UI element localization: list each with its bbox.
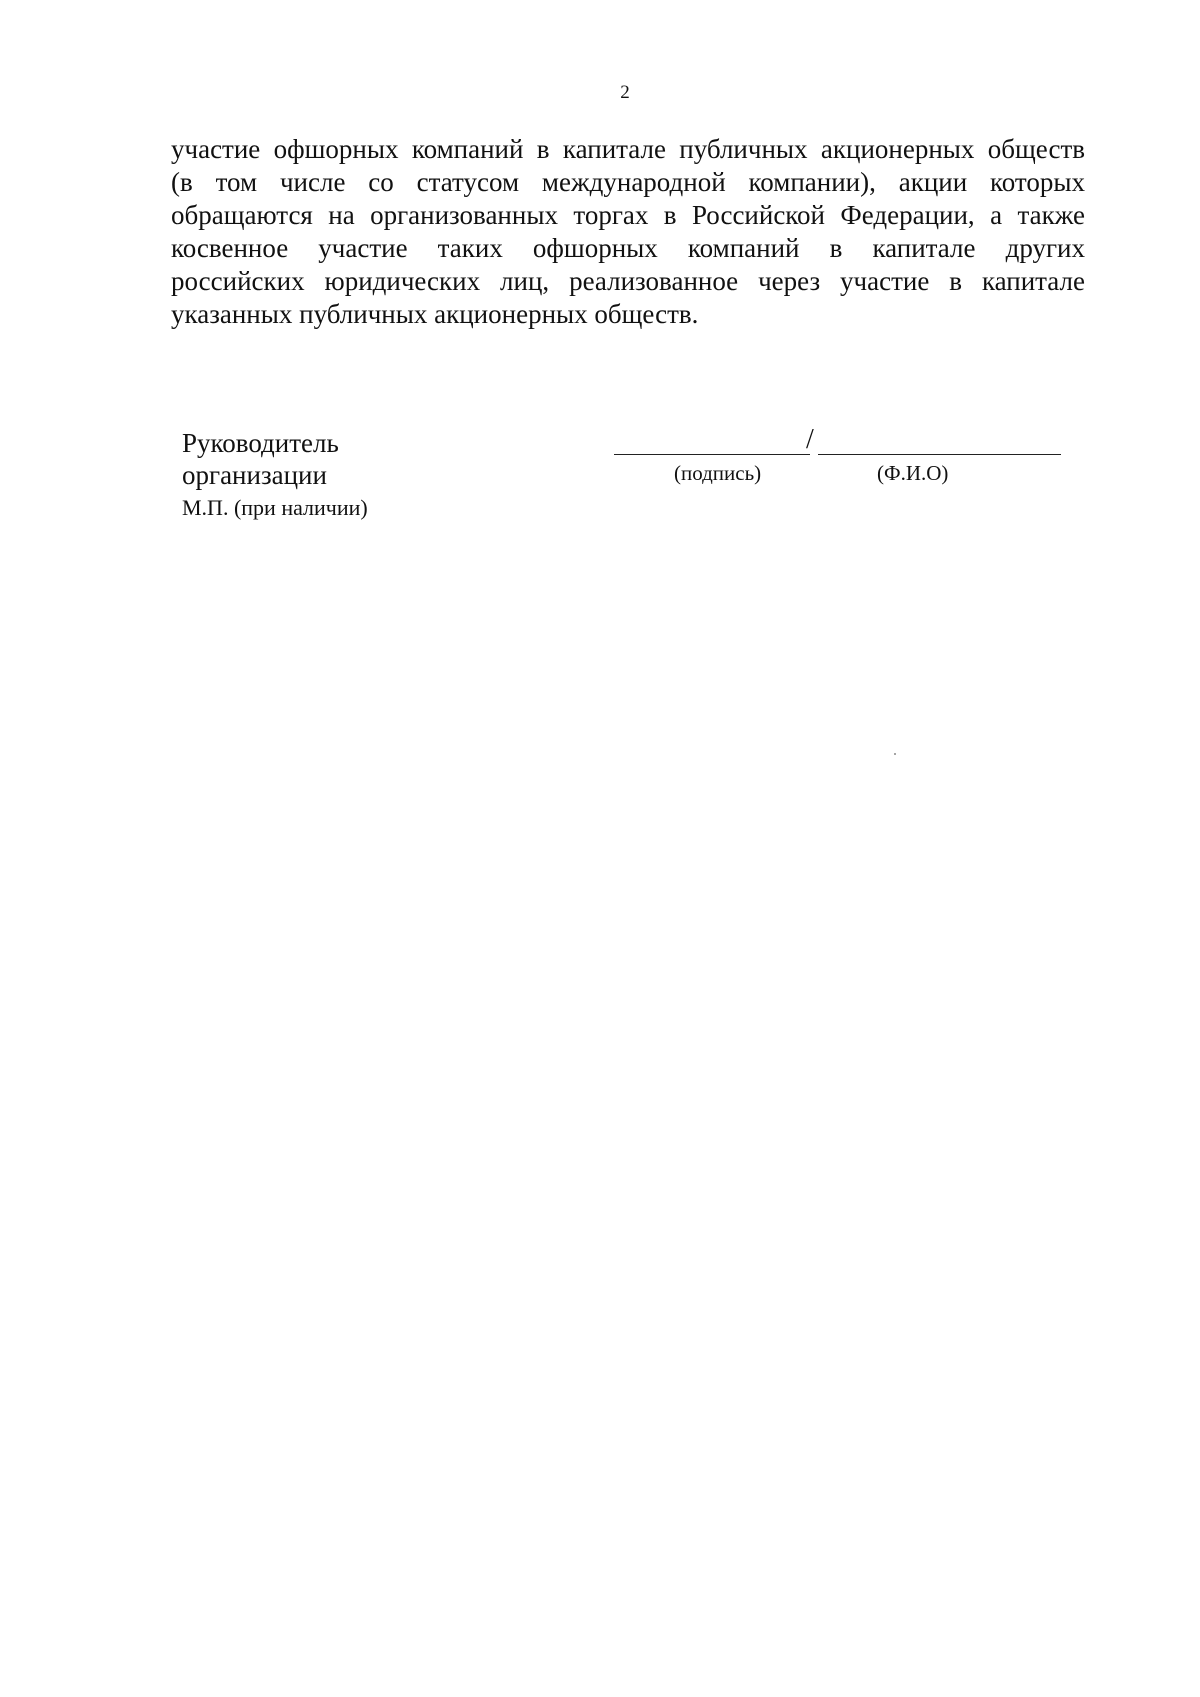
signer-title-line-2: организации [182, 460, 327, 490]
body-paragraph [171, 133, 1085, 331]
body-line: обращаются на организованных торгах в Российской Федерации, а также [171, 200, 1085, 230]
body-line: косвенное участие таких офшорных компаний в капитале других [171, 233, 1085, 263]
name-caption: (Ф.И.О) [877, 461, 949, 485]
body-line: (в том числе со статусом международной компании), акции которых [171, 167, 1085, 197]
scan-speck [894, 753, 896, 755]
signature-caption: (подпись) [674, 461, 762, 485]
body-line: участие офшорных компаний в капитале публичных акционерных обществ [171, 134, 1085, 164]
stamp-note: М.П. (при наличии) [182, 495, 368, 520]
signer-title-line-1: Руководитель [182, 428, 339, 458]
page-number: 2 [620, 82, 630, 103]
signature-line [614, 454, 810, 455]
signature-separator: / [806, 424, 814, 455]
body-line: российских юридических лиц, реализованное через участие в капитале [171, 266, 1085, 296]
name-line [818, 454, 1061, 455]
body-line: указанных публичных акционерных обществ. [171, 299, 699, 329]
